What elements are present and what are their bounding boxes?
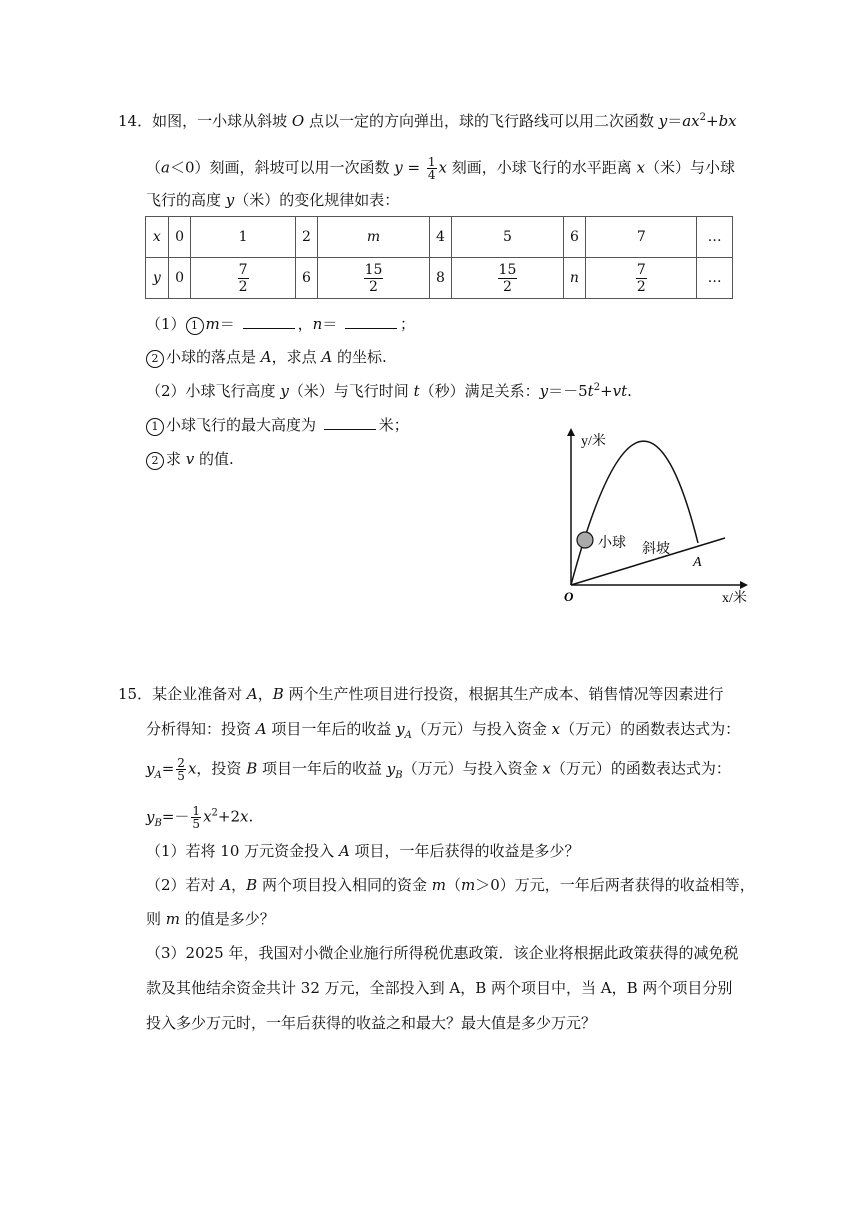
q14-part2-a: 1 小球飞行的最大高度为 米；	[146, 415, 409, 436]
q14-part2: （2）小球飞行高度 y（米）与飞行时间 t（秒）满足关系：$y=-5t^2+vt$.	[146, 382, 632, 400]
data-table	[145, 216, 733, 299]
table-cell: m	[318, 217, 429, 258]
table-row-x	[146, 217, 733, 258]
y-axis-label: y/米	[581, 434, 606, 449]
table-cell: 0	[168, 258, 191, 299]
table-cell: …	[697, 217, 733, 258]
slope-label: 斜坡	[642, 540, 670, 556]
q15-part3-c: 投入多少万元时，一年后获得的收益之和最大？最大值是多少万元？	[146, 1014, 597, 1032]
table-cell: $\frac{15}{2}$	[318, 258, 429, 299]
q15-line-2: 分析得知：投资 A 项目一年后的收益 $y_A$（万元）与投入资金 x（万元）的函数表达式为：	[146, 720, 741, 741]
table-cell: 2	[295, 217, 318, 258]
answer-blank-height[interactable]	[324, 415, 376, 430]
q14-part1-b: 2 小球的落点是 A，求点 A 的坐标.	[146, 347, 387, 368]
table-cell: 1	[191, 217, 295, 258]
table-cell: 0	[168, 217, 191, 258]
answer-blank-n[interactable]	[345, 314, 397, 329]
q14-part1-a: （1） 1 m＝ ，n＝ ；	[146, 315, 416, 333]
table-cell: 6	[295, 258, 318, 299]
y-axis-arrow	[567, 428, 575, 436]
q14-line-3: 飞行的高度 y（米）的变化规律如表：	[146, 191, 400, 209]
table-cell: x	[146, 217, 169, 258]
table-cell: $\frac{7}{2}$	[586, 258, 697, 299]
table-cell: $\frac{15}{2}$	[452, 258, 563, 299]
x-axis-label: x/米	[722, 591, 747, 606]
table-cell: n	[563, 258, 586, 299]
table-cell: 7	[586, 217, 697, 258]
q15-line-3: $y_A=$ $\frac{2}{5}$ x，投资 B 项目一年后的收益 $y_B$（万元）与投入资金 x（万元）的函数表达式为：	[146, 756, 731, 783]
q15-part1: （1）若将 10 万元资金投入 A 项目，一年后获得的收益是多少？	[146, 842, 580, 860]
q14-line-2: （a＜0）刻画，斜坡可以用一次函数 y = $\frac{1}{4}$ x 刻画，小球飞行的水平距离 x（米）与小球	[146, 155, 736, 182]
q14-line-1: 14．如图，一小球从斜坡 O 点以一定的方向弹出，球的飞行路线可以用二次函数 $y=ax^2+bx$	[118, 112, 737, 130]
table-cell: $\frac{7}{2}$	[191, 258, 295, 299]
q15-part3-a: （3）2025 年，我国对小微企业施行所得税优惠政策．该企业将根据此政策获得的减免税	[146, 944, 739, 962]
q15-line-4: $y_B=-$ $\frac{1}{5}$ $x^2+2x$.	[146, 804, 254, 831]
q14-part2-b: 2 求 v 的值.	[146, 449, 234, 470]
table-cell: 6	[563, 217, 586, 258]
q15-part2-b: 则 m 的值是多少？	[146, 910, 275, 928]
ball-label: 小球	[598, 534, 626, 550]
table-cell: 4	[429, 217, 452, 258]
parabola-path	[571, 441, 698, 585]
table-cell: 8	[429, 258, 452, 299]
x-axis-arrow	[740, 581, 748, 589]
origin-label: O	[564, 589, 574, 604]
trajectory-figure	[550, 420, 760, 610]
table-cell: 5	[452, 217, 563, 258]
q15-part3-b: 款及其他结余资金共计 32 万元，全部投入到 A，B 两个项目中，当 A，B 两个项目分别	[146, 979, 733, 997]
answer-blank-m[interactable]	[243, 314, 295, 329]
table-row-y	[146, 258, 733, 299]
table-cell: …	[697, 258, 733, 299]
table-cell: y	[146, 258, 169, 299]
ball	[577, 532, 593, 548]
q15-line-1: 15．某企业准备对 A，B 两个生产性项目进行投资，根据其生产成本、销售情况等因素进行	[118, 685, 724, 703]
point-a-label: A	[693, 555, 702, 570]
q15-part2-a: （2）若对 A，B 两个项目投入相同的资金 m（m＞0）万元，一年后两者获得的收益相等，	[146, 876, 755, 894]
